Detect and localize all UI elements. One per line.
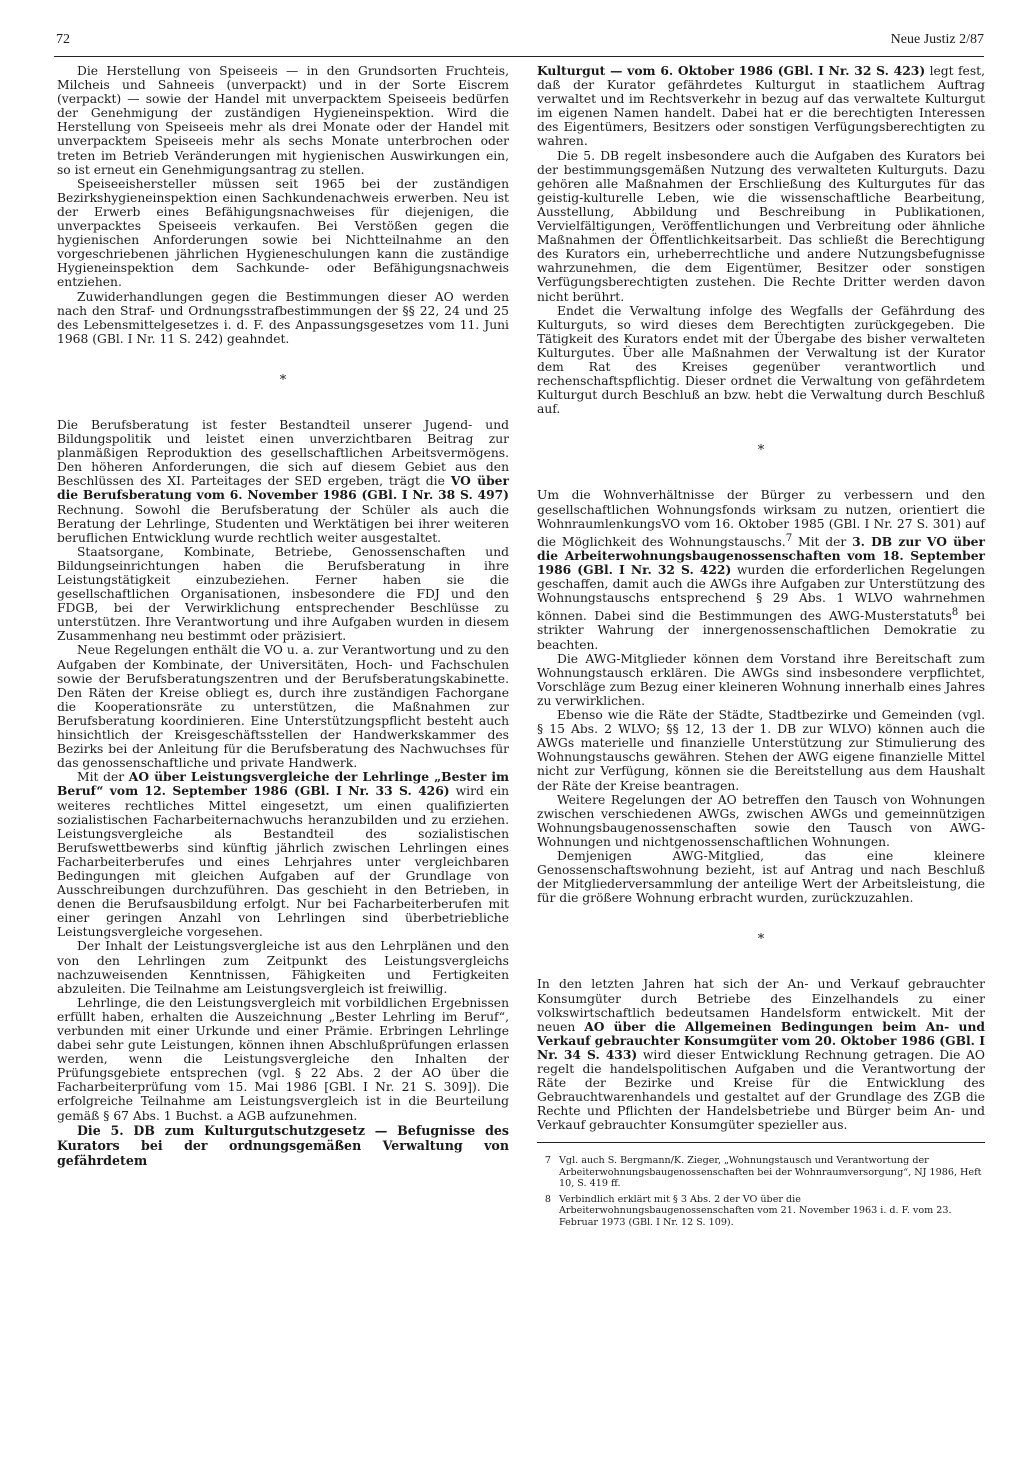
text-run: wurden die erforderlichen Regelungen geschaffen, damit auch die AWGs ihre Aufgaben zur Unterstützung des Wohnungstauschs entsprechend § 29 Abs. 1 WLVO wahrnehmen können. Dabei sind die Bestimmungen des AWG-Musterstatuts	[537, 563, 985, 624]
text-run: wird ein weiteres rechtliches Mittel eingesetzt, um einen qualifizierten sozialistischen Facharbeiternachwuchs heranzubilden und zu erziehen. Leistungsvergleiche als Bestandteil des sozialistischen Berufswettbewerbs sind künftig jährlich zwischen Lehrlingen eines Facharbeiterberufes und eines Lehrjahres unter vergleichbaren Bedingungen mit gleichen Aufgaben auf der Grundlage von Ausschreibungen durchzuführen. Das geschieht in den Betrieben, in denen die Berufsausbildung erfolgt. Nur bei Facharbeiterberufen mit einer geringen Anzahl von Lehrlingen sind überbetriebliche Leistungsvergleiche vorgesehen.	[57, 784, 510, 940]
regulation-title: 3. DB zur VO über die Arbeiterwohnungsbaugenossenschaften vom 18. September 1986 (GBl. I Nr. 32 S. 422)	[537, 533, 985, 577]
paragraph-wohnungstausch-3: Ebenso wie die Räte der Städte, Stadtbezirke und Gemeinden (vgl. § 15 Abs. 2 WLVO; §§ 12, 13 der 1. DB zur WLVO) können auch die AWGs materielle und finanzielle Unterstützung zur Stimulierung des Wohnungstauschs gewähren. Stehen der AWG eigene finanzielle Mittel nicht zur Verfügung, können sie die Bereitstellung aus dem Haushalt der Räte der Kreise beantragen.	[537, 708, 985, 793]
section-separator: *	[279, 372, 287, 388]
paragraph-speiseeis-3: Zuwiderhandlungen gegen die Bestimmungen dieser AO werden nach den Straf- und Ordnungsstrafbestimmungen der §§ 22, 24 und 25 des Lebensmittelgesetzes i. d. F. des Anpassungsgesetzes vom 11. Juni 1968 (GBl. I Nr. 11 S. 242) geahndet.	[57, 289, 509, 346]
paragraph-speiseeis-2: Speiseeishersteller müssen seit 1965 bei der zuständigen Bezirkshygieneinspektion einen Sachkundenachweis erwerben. Neu ist der Erwerb eines Befähigungsnachweises für diejenigen, die unverpacktes Speiseeis verkaufen. Bei Verstößen gegen die hygienischen Anforderungen sowie bei Nichtteilnahme an den vorgeschriebenen jährlichen Hygieneschulungen kann die zuständige Hygieneinspektion dem Sachkunde- oder Befähigungsnachweis entziehen.	[57, 176, 509, 290]
header-rule	[54, 56, 984, 57]
paragraph-wohnungstausch-5: Demjenigen AWG-Mitglied, das eine kleinere Genossenschaftswohnung bezieht, ist auf Antrag und nach Beschluß der Mitgliederversammlung der anteilige Wert der Arbeitsleistung, die für die größere Wohnung erbracht wurden, zurückzuzahlen.	[537, 848, 985, 906]
paragraph-leistungsvergleich-2: Der Inhalt der Leistungsvergleiche ist aus den Lehrplänen und den von den Lehrlingen zum Zeitpunkt des Leistungsvergleichs nachzuweisenden Kenntnissen, Fähigkeiten und Fertigkeiten abzuleiten. Die Teilnahme am Leistungsvergleich ist freiwillig.	[57, 939, 509, 996]
text-run: In den letzten Jahren hat sich der An- und Verkauf gebrauchter Konsumgüter durch Betriebe des Einzelhandels zu einer volkswirtschaftlich bedeutsamen Handelsform entwickelt. Mit der neuen	[537, 977, 985, 1034]
paragraph-wohnungstausch-4: Weitere Regelungen der AO betreffen den Tausch von Wohnungen zwischen verschiedenen AWGs, zwischen AWGs und gemeinnützigen Wohnungsbaugenossenschaften sowie den Tausch von AWG-Wohnungen und nichtgenossenschaftlichen Wohnungen.	[537, 792, 985, 849]
regulation-title: AO über die Allgemeinen Bedingungen beim An- und Verkauf gebrauchter Konsumgüter vom 20. Oktober 1986 (GBl. I Nr. 34 S. 433)	[537, 1018, 985, 1062]
running-head: Neue Justiz 2/87	[890, 32, 984, 47]
paragraph-berufsberatung-2: Staatsorgane, Kombinate, Betriebe, Genossenschaften und Bildungseinrichtungen haben die Berufsberatung in ihre Leistungstätigkeit einzubeziehen. Ferner haben sie die gesellschaftlichen Organisationen, insbesondere die FDJ und den FDGB, bei der Verwirklichung entsprechender Beschlüsse zu unterstützen. Ihre Verantwortung und ihre Aufgaben wurden in diesem Zusammenhang neu bestimmt oder präzisiert.	[57, 544, 509, 644]
paragraph-leistungsvergleich-1	[57, 770, 509, 939]
paragraph-kulturgut-3: Endet die Verwaltung infolge des Wegfalls der Gefährdung des Kulturguts, so wird dieses dem Berechtigten zurückgegeben. Die Tätigkeit des Kurators endet mit der Übergabe des bisher verwalteten Kulturgutes. Über alle Maßnahmen der Verwaltung ist der Kurator dem Rat des Kreises gegenüber verantwortlich und rechenschaftspflichtig. Dieser ordnet die Verwaltung von gefährdetem Kulturgut durch Beschluß an bzw. hebt die Verwaltung durch Beschluß auf.	[537, 303, 985, 417]
section-heading-kulturgut: Die 5. DB zum Kulturgutschutzgesetz — Befugnisse des Kurators bei der ordnungsgemäßen Verwaltung von gefährdetem	[57, 1122, 509, 1169]
footnote-8	[537, 1194, 985, 1228]
paragraph-leistungsvergleich-3: Lehrlinge, die den Leistungsvergleich mit vorbildlichen Ergebnissen erfüllt haben, erhalten die Auszeichnung „Bester Lehrling im Beruf“, verbunden mit einer Urkunde und einer Prämie. Erbringen Lehrlinge dabei sehr gute Leistungen, können ihnen Abschlußprüfungen erlassen werden, wenn die Leistungsvergleiche den Inhalten der Prüfungsgebiete entsprechen (vgl. § 22 Abs. 2 der AO über die Facharbeiterprüfung vom 15. Mai 1986 [GBl. I Nr. 21 S. 309]). Die erfolgreiche Teilnahme am Leistungsvergleich ist in die Beurteilung gemäß § 67 Abs. 1 Buchst. a AGB aufzunehmen.	[57, 995, 509, 1123]
paragraph-wohnungstausch-1	[537, 488, 985, 651]
text-run: Die Berufsberatung ist fester Bestandteil unserer Jugend- und Bildungspolitik und leistet einen unverzichtbaren Beitrag zur planmäßigen Reproduktion des gesellschaftlichen Arbeitsvermögens. Den höheren Anforderungen, die sich auf diesem Gebiet aus den Beschlüssen des XI. Parteitages der SED ergeben, trägt die	[57, 417, 509, 489]
text-run: Mit der	[792, 534, 853, 549]
section-separator: *	[757, 443, 765, 459]
paragraph-speiseeis-1: Die Herstellung von Speiseeis — in den Grundsorten Fruchteis, Milcheis und Sahneeis (unverpackt) und in der Sorte Eiscrem (verpackt) — sowie der Handel mit unverpacktem Speiseeis bedürfen der Genehmigung der zuständigen Hygieneinspektion. Wird die Herstellung von Speiseeis mehr als drei Monate oder der Handel mit unverpacktem Speiseeis mehr als sechs Monate unterbrochen oder treten im Betrieb Veränderungen mit hygienischen Auswirkungen ein, so ist erneut ein Genehmigungsantrag zu stellen.	[57, 64, 509, 177]
paragraph-berufsberatung-1	[57, 418, 509, 545]
text-run: bei strikter Wahrung der innergenossenschaftlichen Demokratie zu beachten.	[537, 609, 986, 652]
footnote-7	[537, 1155, 985, 1189]
right-column	[537, 64, 985, 1232]
page-number: 72	[56, 32, 70, 47]
footnote-text: Verbindlich erklärt mit § 3 Abs. 2 der VO über die Arbeiterwohnungsbaugenossenschaften vom 21. November 1963 i. d. F. vom 23. Februar 1973 (GBl. I Nr. 12 S. 109).	[559, 1193, 952, 1228]
paragraph-kulturgut-2: Die 5. DB regelt insbesondere auch die Aufgaben des Kurators bei der bestimmungsgemäßen Nutzung des verwalteten Kulturguts. Dazu gehören alle Maßnahmen der Erschließung des Kulturgutes für das geistig-kulturelle Leben, wie die wissenschaftliche Bearbeitung, Ausstellung, Abbildung und Beschreibung in Publikationen, Vervielfältigungen, Veröffentlichungen und Verbreitung oder ähnliche Maßnahmen der Öffentlichkeitsarbeit. Das schließt die Berechtigung des Kurators ein, urheberrechtliche und andere Nutzungsbefugnisse wahrzunehmen, die dem Eigentümer, Besitzer oder sonstigen Verfügungsberechtigten zustehen. Die Rechte Dritter werden davon nicht berührt.	[537, 148, 985, 304]
paragraph-konsumgueter	[537, 977, 985, 1132]
text-run: Um die Wohnverhältnisse der Bürger zu verbessern und den gesellschaftlichen Wohnungsfonds wirksam zu nutzen, orientiert die WohnraumlenkungsVO vom 16. Oktober 1985 (GBl. I Nr. 27 S. 301) auf die Möglichkeit des Wohnungstauschs.	[537, 488, 985, 549]
section-separator: *	[757, 932, 765, 948]
text-run: Rechnung. Sowohl die Berufsberatung der Schüler als auch die Beratung der Lehrlinge, Studenten und Werktätigen bei ihrer weiteren beruflichen Entwicklung wurde rechtlich weiter ausgestaltet.	[57, 502, 509, 545]
footnote-number: 7	[544, 1155, 551, 1167]
regulation-title: VO über die Berufsberatung vom 6. November 1986 (GBl. I Nr. 38 S. 497)	[57, 473, 509, 503]
footnote-ref-8[interactable]: 8	[951, 606, 959, 619]
footnote-number: 8	[544, 1193, 551, 1205]
footnote-rule	[537, 1142, 985, 1143]
text-run: wird dieser Entwicklung Rechnung getragen. Die AO regelt die handelspolitischen Aufgaben und die Verantwortung der Räte der Bezirke und Kreise für die Entwicklung des Gebrauchtwarenhandels und gestaltet auf der Grundlage des ZGB die Rechte und Pflichten der Handelsbetriebe und Bürger beim An- und Verkauf gebrauchter Konsumgüter spezieller aus.	[537, 1047, 985, 1133]
text-run: Mit der	[77, 770, 129, 785]
paragraph-berufsberatung-3: Neue Regelungen enthält die VO u. a. zur Verantwortung und zu den Aufgaben der Kombinate, der Universitäten, Hoch- und Fachschulen sowie der Berufsberatungszentren und der Berufsberatungskabinette. Den Räten der Kreise obliegt es, durch ihre zuständigen Fachorgane die Kooperationsräte zu unterstützen, die Maßnahmen zur Berufsberatung koordinieren. Eine Unterstützungspflicht besteht auch hinsichtlich der Kreisgeschäftsstellen der Handwerkskammer des Bezirks bei der Anleitung für die Berufsberatung des Nachwuchses für das genossenschaftliche und private Handwerk.	[57, 643, 509, 771]
text-run: legt fest, daß der Kurator gefährdetes Kulturgut in staatlichem Auftrag verwaltet und im Rechtsverkehr in bezug auf das verwaltete Kulturgut im eigenen Namen handelt. Dabei hat er die berechtigten Interessen des Eigentümers, Besitzers oder sonstigen Verfügungsberechtigten zu wahren.	[537, 64, 985, 149]
left-column	[57, 64, 509, 1169]
regulation-title: AO über Leistungsvergleiche der Lehrlinge „Bester im Beruf“ vom 12. September 1986 (GBl. I Nr. 33 S. 426)	[57, 769, 510, 799]
paragraph-wohnungstausch-2: Die AWG-Mitglieder können dem Vorstand ihre Bereitschaft zum Wohnungstausch erklären. Die AWGs sind insbesondere verpflichtet, Vorschläge zum Bezug einer kleineren Wohnung innerhalb eines Jahres zu verwirklichen.	[537, 651, 985, 708]
regulation-title: Kulturgut — vom 6. Oktober 1986 (GBl. I Nr. 32 S. 423)	[537, 63, 926, 78]
paragraph-kulturgut-1	[537, 64, 985, 149]
footnote-ref-7[interactable]: 7	[785, 531, 793, 544]
footnote-text: Vgl. auch S. Bergmann/K. Zieger, „Wohnungstausch und Verantwortung der Arbeiterwohnungsbaugenossenschaften bei der Wohnraumversorgung“, NJ 1986, Heft 10, S. 419 ff.	[559, 1155, 982, 1190]
